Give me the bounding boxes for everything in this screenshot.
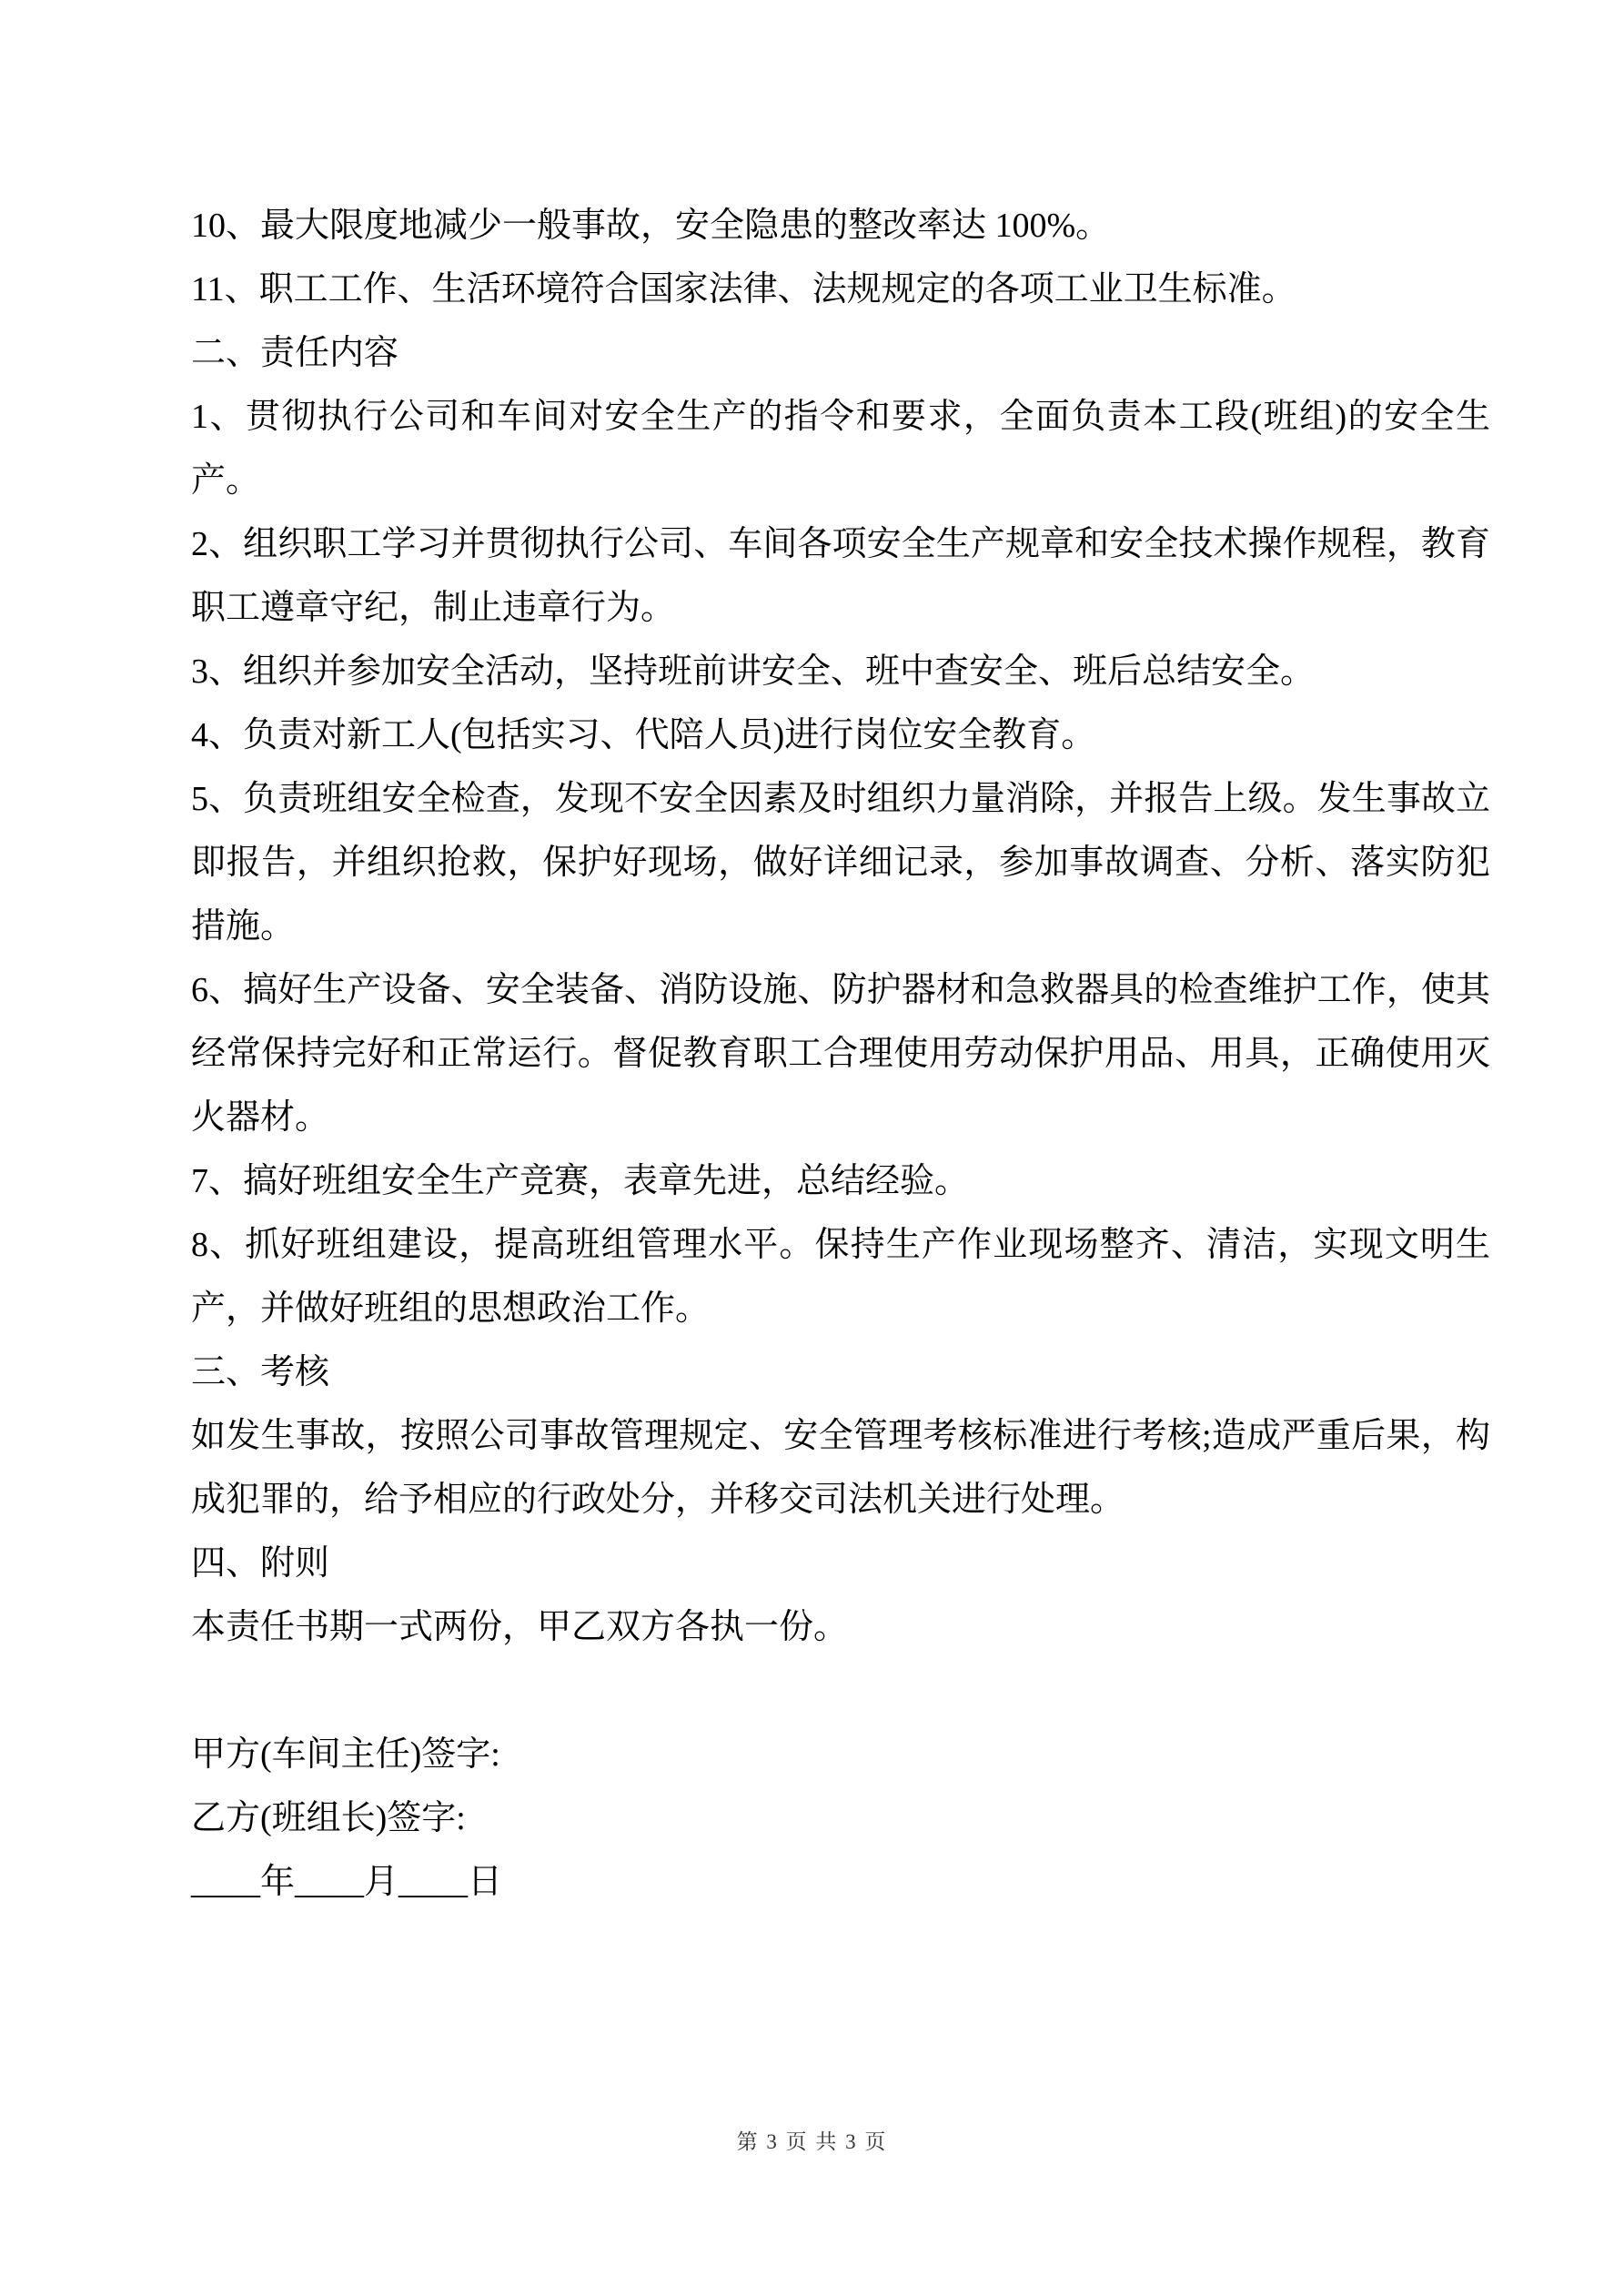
- duty-item-6: 6、搞好生产设备、安全装备、消防设施、防护器材和急救器具的检查维护工作，使其经常保持完好和正常运行。督促教育职工合理使用劳动保护用品、用具，正确使用灭火器材。: [191, 971, 1490, 1137]
- page-indicator: 第 3 页 共 3 页: [736, 2130, 888, 2153]
- section-heading-assessment: 三、考核: [191, 1353, 330, 1391]
- party-b-signature-line: 乙方(班组长)签字:: [191, 1799, 466, 1837]
- duty-item-1: 1、贯彻执行公司和车间对安全生产的指令和要求，全面负责本工段(班组)的安全生产。: [191, 398, 1490, 500]
- page-footer: [0, 2129, 1624, 2155]
- duty-item-3: 3、组织并参加安全活动，坚持班前讲安全、班中查安全、班后总结安全。: [191, 652, 1316, 691]
- assessment-paragraph: 如发生事故，按照公司事故管理规定、安全管理考核标准进行考核;造成严重后果，构成犯罪的，给予相应的行政处分，并移交司法机关进行处理。: [191, 1417, 1490, 1519]
- clause-11: 11、职工工作、生活环境符合国家法律、法规规定的各项工业卫生标准。: [191, 270, 1296, 308]
- duty-item-5: 5、负责班组安全检查，发现不安全因素及时组织力量消除，并报告上级。发生事故立即报告，并组织抢救，保护好现场，做好详细记录，参加事故调查、分析、落实防犯措施。: [191, 780, 1490, 946]
- appendix-paragraph: 本责任书期一式两份，甲乙双方各执一份。: [191, 1608, 849, 1646]
- duty-item-2: 2、组织职工学习并贯彻执行公司、车间各项安全生产规章和安全技术操作规程，教育职工遵章守纪，制止违章行为。: [191, 525, 1490, 627]
- document-body: [191, 0, 1490, 1914]
- clause-10: 10、最大限度地减少一般事故，安全隐患的整改率达 100%。: [191, 207, 1111, 245]
- party-a-signature-line: 甲方(车间主任)签字:: [191, 1735, 500, 1774]
- duty-item-4: 4、负责对新工人(包括实习、代陪人员)进行岗位安全教育。: [191, 716, 1096, 754]
- section-heading-appendix: 四、附则: [191, 1544, 330, 1583]
- duty-item-8: 8、抓好班组建设，提高班组管理水平。保持生产作业现场整齐、清洁，实现文明生产，并做好班组的思想政治工作。: [191, 1226, 1490, 1328]
- date-line: ____年____月____日: [191, 1863, 503, 1901]
- blank-line: [191, 1659, 1490, 1723]
- duty-item-7: 7、搞好班组安全生产竞赛，表章先进，总结经验。: [191, 1162, 970, 1200]
- section-heading-responsibility: 二、责任内容: [191, 334, 399, 372]
